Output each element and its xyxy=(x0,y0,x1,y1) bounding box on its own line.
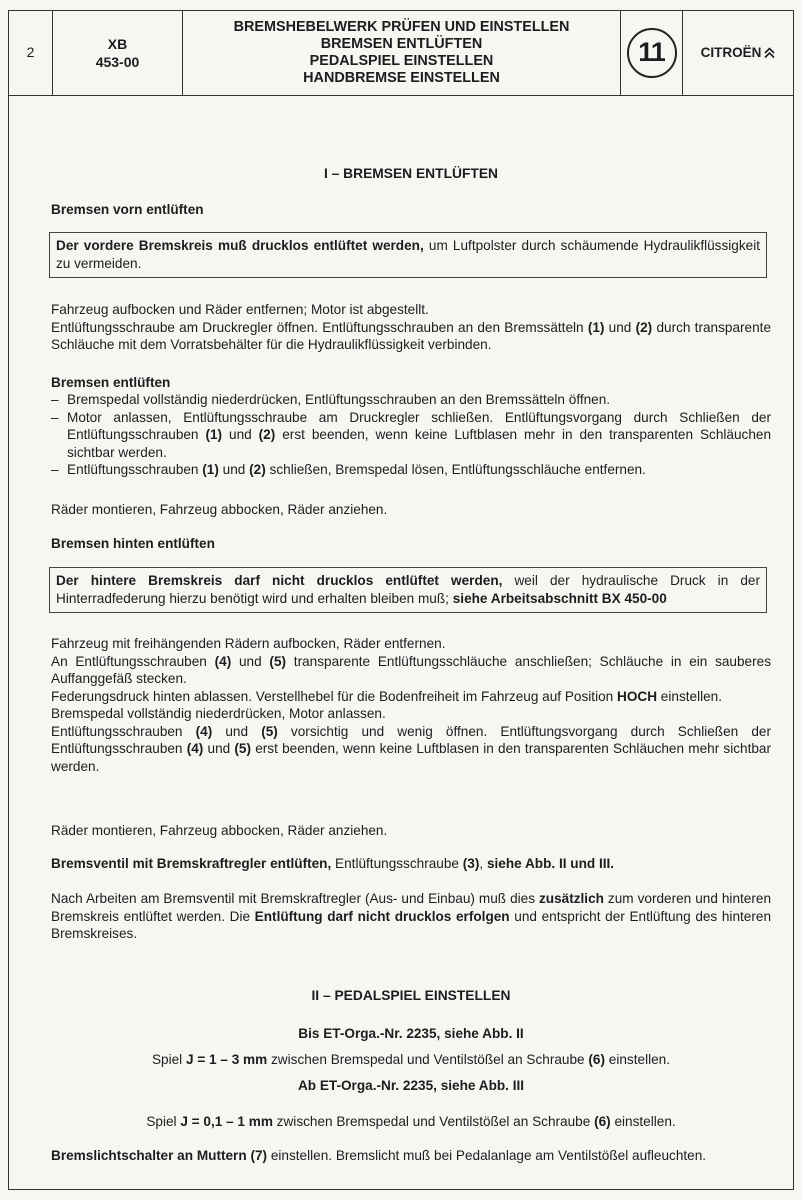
pedal-play-line-2 xyxy=(51,1113,771,1131)
list-item: – Bremspedal vollständig niederdrücken, Entlüftungsschrauben an den Bremssätteln öffnen. xyxy=(51,391,771,409)
list-item xyxy=(51,409,771,462)
brake-light-switch-line xyxy=(51,1147,771,1165)
screw-ref: (2) xyxy=(635,319,653,335)
valve-bleed-line xyxy=(51,855,771,873)
screw-ref: (2) xyxy=(249,462,266,477)
text: und xyxy=(231,653,270,669)
text: Entlüftungsschrauben xyxy=(67,462,203,477)
screw-ref: (2) xyxy=(258,427,276,442)
text: Nach Arbeiten am Bremsventil mit Bremskraftregler (Aus- und Einbau) muß dies xyxy=(51,891,539,906)
text: transparente Entlüftungsschläuche anschließen; Schläuche in ein sauberes Auffanggefäß stecken. xyxy=(51,653,771,686)
emphasis: Entlüftung darf nicht drucklos erfolgen xyxy=(254,908,510,924)
document-title xyxy=(183,11,621,95)
model-code: XB xyxy=(107,36,128,52)
text: und entspricht der Entlüftung des hinteren Bremskreises. xyxy=(51,908,771,941)
front-paragraph-1: Fahrzeug aufbocken und Räder entfernen; Motor ist abgestellt. xyxy=(51,302,429,317)
screw-ref: (1) xyxy=(205,427,223,442)
text: An Entlüftungsschrauben xyxy=(51,653,215,669)
double-chevron-icon xyxy=(764,47,775,59)
screw-ref: (3) xyxy=(462,856,480,871)
text: einstellen. xyxy=(657,688,723,704)
screw-ref: (4) xyxy=(195,723,213,739)
screw-ref: (5) xyxy=(261,723,278,739)
text: Entlüftungsschrauben xyxy=(51,723,196,739)
screw-ref: (5) xyxy=(234,741,252,756)
text: und xyxy=(203,741,235,756)
bleed-steps xyxy=(51,391,771,479)
figure-ref: siehe Abb. II und III. xyxy=(486,856,615,871)
text: , xyxy=(479,856,487,871)
screw-ref: (1) xyxy=(202,462,219,477)
rear-instructions xyxy=(51,635,771,775)
screw-ref: (4) xyxy=(186,741,204,756)
heading-bremsen-vorn: Bremsen vorn entlüften xyxy=(51,202,204,217)
text: und xyxy=(604,319,636,335)
title-line: PEDALSPIEL EINSTELLEN xyxy=(309,53,494,69)
text: schließen, Bremspedal lösen, Entlüftungsschläuche entfernen. xyxy=(265,462,646,477)
text: durch transparente Schläuche mit dem Vorratsbehälter für die Hydraulikflüssigkeit verbinden. xyxy=(51,319,771,352)
nut-ref: (7) xyxy=(250,1148,268,1163)
valve-heading: Bremsventil mit Bremskraftregler entlüften, xyxy=(51,856,332,871)
screw-ref: (5) xyxy=(269,653,287,669)
text: zwischen Bremspedal und Ventilstößel an Schraube xyxy=(272,1114,595,1129)
text: zum vorderen und hinteren Bremskreis entlüftet werden. Die xyxy=(51,891,771,924)
page-number xyxy=(9,11,53,95)
rear-line-1: Fahrzeug mit freihängenden Rädern aufbocken, Räder entfernen. xyxy=(51,636,446,651)
notice-front-circuit xyxy=(49,232,767,278)
rear-line-5 xyxy=(51,723,771,776)
section-title-pedalspiel: II – PEDALSPIEL EINSTELLEN xyxy=(311,988,511,1003)
front-after-text: Räder montieren, Fahrzeug abbocken, Räder anziehen. xyxy=(51,502,388,517)
front-paragraph-2 xyxy=(51,319,771,354)
section-title-bremsen-entlueften: I – BREMSEN ENTLÜFTEN xyxy=(323,166,498,181)
heading-bremsen-entlueften: Bremsen entlüften xyxy=(51,375,171,390)
notice-rear-ref: siehe Arbeitsabschnitt BX 450-00 xyxy=(452,590,667,606)
notice-rear-bold: Der hintere Bremskreis darf nicht drucklos entlüftet werden, xyxy=(56,573,503,588)
play-value: J = 0,1 – 1 mm xyxy=(180,1114,273,1129)
text: Entlüftungsschraube xyxy=(331,856,463,871)
text: einstellen. Bremslicht muß bei Pedalanlage am Ventilstößel aufleuchten. xyxy=(267,1148,707,1163)
screw-ref: (6) xyxy=(588,1052,606,1067)
text: einstellen. xyxy=(610,1114,676,1129)
list-item xyxy=(51,461,771,479)
text: Federungsdruck hinten ablassen. Verstellhebel für die Bodenfreiheit im Fahrzeug auf Position xyxy=(51,688,617,704)
rear-after-text: Räder montieren, Fahrzeug abbocken, Räder anziehen. xyxy=(51,823,388,838)
doc-code: 453-00 xyxy=(95,54,140,70)
screw-ref: (6) xyxy=(594,1114,611,1129)
model-code-cell xyxy=(53,11,183,95)
screw-ref: (1) xyxy=(587,319,605,335)
page-header xyxy=(9,11,793,96)
text: erst beenden, wenn keine Luftblasen mehr in den transparenten Schläuchen sichtbar werden. xyxy=(67,427,772,460)
notice-rear-circuit xyxy=(49,567,767,613)
pedal-sub-heading-2: Ab ET-Orga.-Nr. 2235, siehe Abb. III xyxy=(297,1078,525,1093)
notice-front-text: um Luftpolster durch schäumende Hydraulikflüssigkeit zu vermeiden. xyxy=(56,238,760,271)
title-line: HANDBREMSE EINSTELLEN xyxy=(303,70,500,86)
screw-ref: (4) xyxy=(214,653,232,669)
text: Spiel xyxy=(146,1114,181,1129)
rear-line-2 xyxy=(51,653,771,688)
text: einstellen. xyxy=(605,1052,671,1067)
text: erst beenden, wenn keine Luftblasen in den transparenten Schläuchen mehr sichtbar werden. xyxy=(51,741,772,774)
notice-front-bold: Der vordere Bremskreis muß drucklos entlüftet werden, xyxy=(56,238,424,253)
text: und xyxy=(218,462,250,477)
title-line: BREMSHEBELWERK PRÜFEN UND EINSTELLEN xyxy=(233,19,570,35)
text: Motor anlassen, Entlüftungsschraube am Druckregler schließen. Entlüftungsvorgang durch Schließen der Entlüftungsschrauben xyxy=(67,409,771,442)
notice-rear-text: weil der hydraulische Druck in der Hinterradfederung hierzu benötigt wird und erhalten bleiben muß; xyxy=(56,573,760,606)
front-instructions xyxy=(51,301,771,354)
page-frame xyxy=(8,10,794,1190)
title-line: BREMSEN ENTLÜFTEN xyxy=(320,36,483,52)
switch-heading: Bremslichtschalter an Muttern xyxy=(51,1148,251,1163)
section-badge xyxy=(621,11,683,95)
page-number-text: 2 xyxy=(26,44,35,61)
pedal-play-line-1 xyxy=(51,1051,771,1069)
text: vorsichtig und wenig öffnen. Entlüftungsvorgang durch Schließen der Entlüftungsschrauben xyxy=(51,723,771,756)
text: und xyxy=(222,427,259,442)
position-hoch: HOCH xyxy=(617,688,658,704)
text: Entlüftungsschraube am Druckregler öffnen. Entlüftungsschrauben an den Bremssätteln xyxy=(51,319,588,335)
heading-bremsen-hinten: Bremsen hinten entlüften xyxy=(51,536,215,551)
section-number: 11 xyxy=(627,28,677,78)
rear-line-4: Bremspedal vollständig niederdrücken, Motor anlassen. xyxy=(51,706,386,721)
pedal-sub-heading-1: Bis ET-Orga.-Nr. 2235, siehe Abb. II xyxy=(298,1026,524,1041)
brand-name: CITROËN xyxy=(700,45,762,61)
brand-logo xyxy=(683,11,793,95)
text: zwischen Bremspedal und Ventilstößel an Schraube xyxy=(267,1052,589,1067)
rear-line-3 xyxy=(51,688,771,706)
text: und xyxy=(212,723,262,739)
text: Spiel xyxy=(151,1052,186,1067)
emphasis: zusätzlich xyxy=(538,891,604,906)
valve-paragraph xyxy=(51,890,771,943)
play-value: J = 1 – 3 mm xyxy=(185,1052,268,1067)
